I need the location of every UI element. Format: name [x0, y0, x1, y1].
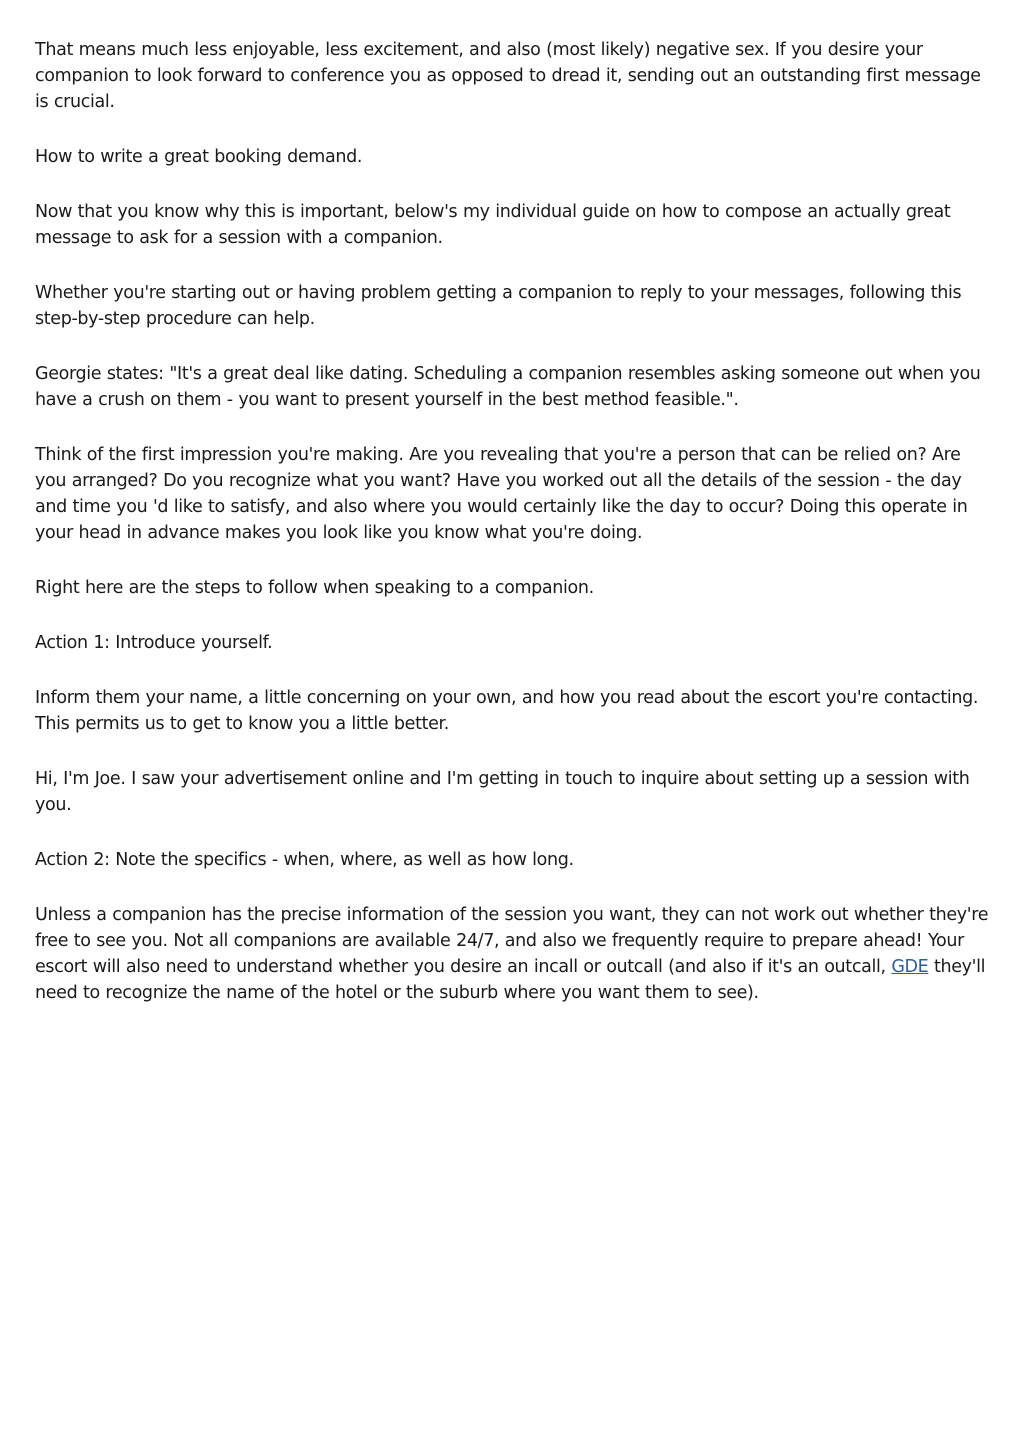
paragraph-12-text-after: they'll need to recognize the name of the hotel or the suburb where you want them to see). [35, 957, 986, 1003]
gde-link[interactable]: GDE [891, 957, 929, 977]
paragraph-8: Action 1: Introduce yourself. [35, 633, 273, 653]
paragraph-9: Inform them your name, a little concerning on your own, and how you read about the escort you're contacting. This permits us to get to know you a little better. [35, 688, 979, 734]
paragraph-7: Right here are the steps to follow when speaking to a companion. [35, 578, 594, 598]
paragraph-3: Now that you know why this is important, below's my individual guide on how to compose an actually great message to ask for a session with a companion. [35, 202, 951, 248]
paragraph-1: That means much less enjoyable, less excitement, and also (most likely) negative sex. If you desire your companion to look forward to conference you as opposed to dread it, sending out an outstanding first message is crucial. [35, 40, 981, 112]
paragraph-12-text-before: Unless a companion has the precise information of the session you want, they can not work out whether they're free to see you. Not all companions are available 24/7, and also we frequently require to prepare ahead! Your escort will also need to understand whether you desire an incall or outcall (and also if it's an outcall, [35, 905, 989, 977]
paragraph-10: Hi, I'm Joe. I saw your advertisement online and I'm getting in touch to inquire about setting up a session with you. [35, 769, 970, 815]
paragraph-2: How to write a great booking demand. [35, 147, 363, 167]
paragraph-12 [35, 902, 995, 1006]
paragraph-5: Georgie states: "It's a great deal like dating. Scheduling a companion resembles asking someone out when you have a crush on them - you want to present yourself in the best method feasible.". [35, 364, 981, 410]
paragraph-4: Whether you're starting out or having problem getting a companion to reply to your messages, following this step-by-step procedure can help. [35, 283, 962, 329]
paragraph-11: Action 2: Note the specifics - when, where, as well as how long. [35, 850, 574, 870]
paragraph-6: Think of the first impression you're making. Are you revealing that you're a person that can be relied on? Are you arranged? Do you recognize what you want? Have you worked out all the details of the session - the day and time you 'd like to satisfy, and also where you would certainly like the day to occur? Doing this operate in your head in advance makes you look like you know what you're doing. [35, 445, 968, 543]
document-body [35, 37, 995, 1035]
